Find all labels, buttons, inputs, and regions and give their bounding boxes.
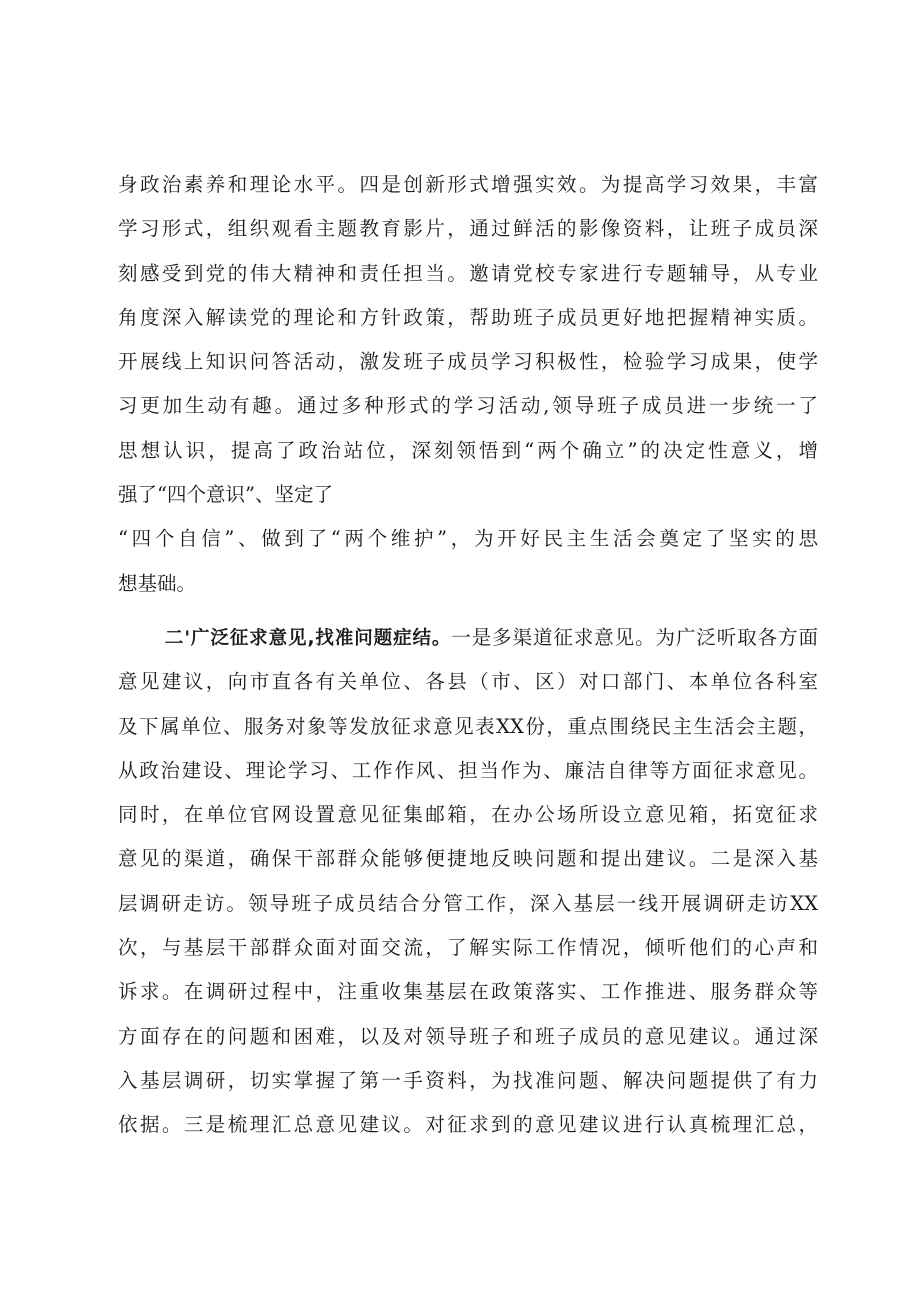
text-line: 开展线上知识问答活动，激发班子成员学习积极性，检验学习成果，使学 (118, 350, 818, 374)
text-line: 刻感受到党的伟大精神和责任担当。邀请党校专家进行专题辅导，从专业 (118, 261, 818, 285)
text-line: 身政治素养和理论水平。四是创新形式增强实效。为提高学习效果，丰富 (118, 173, 818, 196)
text-line: 意见的渠道，确保干部群众能够便捷地反映问题和提出建议。二是深入基 (118, 847, 818, 871)
text-line: 强了“四个意识”、坚定了 (118, 483, 333, 507)
text-line: 学习形式，组织观看主题教育影片，通过鲜活的影像资料，让班子成员深 (118, 217, 818, 241)
text-line: 习更加生动有趣。通过多种形式的学习活动,领导班子成员进一步统一了 (118, 394, 818, 418)
heading-line-text: 一是多渠道征求意见。为广泛听取各方面 (451, 625, 818, 649)
text-line: 想基础。 (118, 571, 197, 595)
text-line: 诉求。在调研过程中，注重收集基层在政策落实、工作推进、服务群众等 (118, 980, 818, 1004)
text-line: 从政治建设、理论学习、工作作风、担当作为、廉洁自律等方面征求意见。 (118, 758, 818, 782)
text-line: 同时，在单位官网设置意见征集邮箱，在办公场所设立意见箱，拓宽征求 (118, 803, 818, 827)
text-line: 思想认识，提高了政治站位，深刻领悟到“两个确立”的决定性意义，增 (118, 438, 818, 462)
text-line: 层调研走访。领导班子成员结合分管工作，深入基层一线开展调研走访XX (118, 891, 818, 915)
text-line: 依据。三是梳理汇总意见建议。对征求到的意见建议进行认真梳理汇总， (118, 1113, 818, 1137)
document-body (118, 163, 818, 1148)
section-heading: 二'广泛征求意见,找准问题症结。 (164, 627, 452, 649)
text-line: 及下属单位、服务对象等发放征求意见表XX份，重点围绕民主生活会主题， (118, 714, 818, 738)
text-line: 次，与基层干部群众面对面交流，了解实际工作情况，倾听他们的心声和 (118, 936, 818, 960)
section-heading-line (118, 616, 818, 660)
text-line: 入基层调研，切实掌握了第一手资料，为找准问题、解决问题提供了有力 (118, 1068, 818, 1092)
text-line: 角度深入解读党的理论和方针政策，帮助班子成员更好地把握精神实质。 (118, 305, 818, 329)
paragraph-gap (118, 606, 818, 616)
text-line: “四个自信”、做到了“两个维护”，为开好民主生活会奠定了坚实的思 (118, 527, 818, 551)
text-line: 意见建议，向市直各有关单位、各县（市、区）对口部门、本单位各科室 (118, 670, 818, 694)
text-line: 方面存在的问题和困难，以及对领导班子和班子成员的意见建议。通过深 (118, 1024, 818, 1048)
